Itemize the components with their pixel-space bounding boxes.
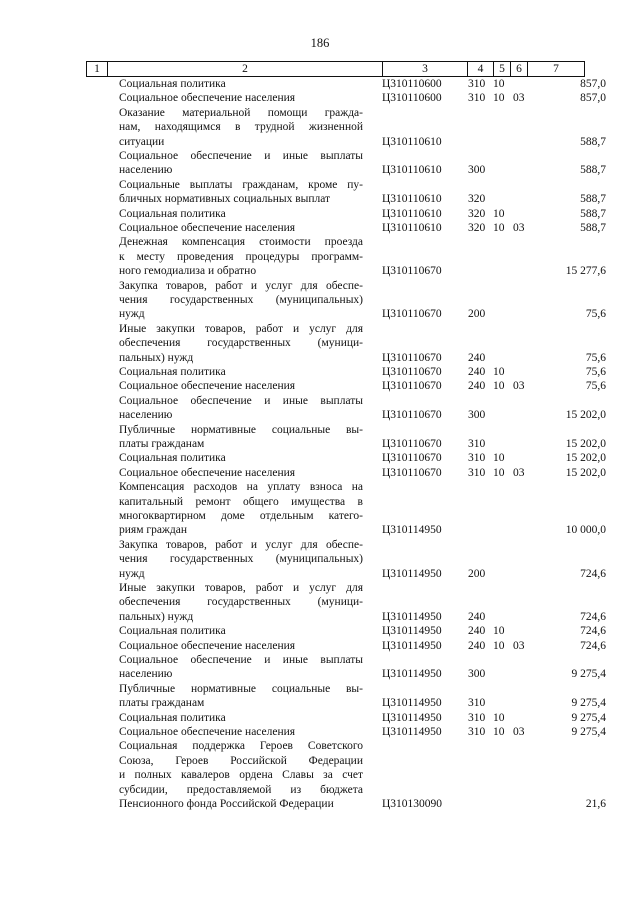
- row-code: Ц310110670: [382, 466, 442, 479]
- row-name-line: Социальное обеспечение и иные выплаты: [119, 150, 363, 162]
- row-sum: 15 277,6: [565, 265, 606, 278]
- row-sum: 9 275,4: [571, 726, 606, 738]
- row-name-line: и полных кавалеров ордена Славы за счет: [119, 769, 363, 782]
- row-rz: 10: [493, 726, 505, 738]
- table-row: [0, 480, 640, 538]
- row-sum: 21,6: [585, 797, 606, 810]
- row-name: [119, 711, 363, 725]
- row-pr: 03: [513, 639, 525, 652]
- header-col-6: 6: [510, 62, 527, 76]
- row-vr: 240: [468, 380, 486, 393]
- row-name: [119, 682, 363, 711]
- row-vr: 300: [468, 164, 486, 177]
- row-name-line: платы гражданам: [119, 437, 205, 450]
- table-header: [86, 61, 585, 77]
- header-col-4: 4: [467, 62, 493, 76]
- header-col-2: 2: [107, 62, 382, 76]
- row-name-line: Социальная политика: [119, 452, 226, 465]
- row-sum: 724,6: [580, 567, 606, 580]
- row-vr: 310: [468, 92, 486, 105]
- row-code: Ц310110670: [382, 437, 442, 450]
- row-vr: 320: [468, 222, 486, 234]
- row-sum: 724,6: [580, 625, 606, 638]
- row-vr: 310: [468, 78, 486, 90]
- row-sum: 15 202,0: [565, 409, 606, 422]
- table-row: [0, 235, 640, 278]
- row-code: Ц310110670: [382, 351, 442, 364]
- row-name: [119, 91, 363, 105]
- row-sum: 75,6: [585, 380, 606, 393]
- row-vr: 240: [468, 366, 486, 378]
- row-name-line: Закупка товаров, работ и услуг для обеспе-: [119, 538, 363, 551]
- row-name: [119, 653, 363, 682]
- row-name-line: нужд: [119, 308, 145, 321]
- row-name-line: Социальное обеспечение населения: [119, 92, 296, 105]
- row-vr: 240: [468, 610, 486, 623]
- row-pr: 03: [513, 92, 525, 105]
- table-row: [0, 207, 640, 221]
- row-code: Ц310110610: [382, 207, 442, 220]
- row-rz: 10: [493, 92, 505, 105]
- row-name-line: капитальный ремонт общего имущества в: [119, 495, 363, 508]
- row-name-line: Социальная политика: [119, 366, 226, 378]
- row-vr: 310: [468, 726, 486, 738]
- row-sum: 10 000,0: [565, 524, 606, 537]
- row-sum: 9 275,4: [571, 711, 606, 724]
- row-vr: 310: [468, 466, 486, 479]
- row-name: [119, 423, 363, 452]
- row-name-line: Социальная политика: [119, 78, 226, 90]
- row-name-line: Компенсация расходов на уплату взноса на: [119, 481, 363, 494]
- row-name-line: к месту проведения процедуры программ-: [119, 250, 363, 263]
- row-name: [119, 480, 363, 538]
- row-name-line: чения государственных (муниципальных): [119, 293, 363, 306]
- table-row: [0, 322, 640, 365]
- header-col-3: 3: [382, 62, 467, 76]
- row-code: Ц310114950: [382, 610, 442, 623]
- row-name: [119, 739, 363, 811]
- row-rz: 10: [493, 366, 505, 378]
- row-name-line: Союза, Героев Российской Федерации: [119, 754, 363, 767]
- row-vr: 310: [468, 711, 486, 724]
- row-name-line: Публичные нормативные социальные вы-: [119, 423, 363, 436]
- row-pr: 03: [513, 726, 525, 738]
- row-code: Ц310110670: [382, 380, 442, 393]
- table-row: [0, 394, 640, 423]
- row-sum: 588,7: [580, 222, 606, 234]
- row-name: [119, 725, 363, 739]
- table-row: [0, 279, 640, 322]
- row-name-line: ного гемодиализа и обратно: [119, 265, 257, 278]
- row-name: [119, 365, 363, 379]
- table-row: [0, 91, 640, 105]
- row-code: Ц310110670: [382, 409, 442, 422]
- row-name: [119, 639, 363, 653]
- row-code: Ц310114950: [382, 668, 442, 681]
- table-row: [0, 365, 640, 379]
- table-row: [0, 725, 640, 739]
- row-name-line: Социальное обеспечение и иные выплаты: [119, 654, 363, 666]
- row-name-line: населению: [119, 164, 173, 177]
- row-name: [119, 379, 363, 393]
- row-vr: 200: [468, 308, 486, 321]
- row-rz: 10: [493, 452, 505, 465]
- row-vr: 320: [468, 193, 486, 206]
- row-name: [119, 451, 363, 465]
- table-row: [0, 538, 640, 581]
- row-vr: 310: [468, 437, 486, 450]
- row-name: [119, 178, 363, 207]
- row-name-line: Пенсионного фонда Российской Федерации: [119, 797, 334, 810]
- row-name-line: Оказание материальной помощи гражда-: [119, 106, 363, 119]
- row-code: Ц310114950: [382, 711, 442, 724]
- row-sum: 724,6: [580, 610, 606, 623]
- row-name-line: Социальное обеспечение населения: [119, 466, 296, 479]
- row-vr: 310: [468, 697, 486, 710]
- row-name: [119, 149, 363, 178]
- row-code: Ц310114950: [382, 639, 442, 652]
- row-sum: 588,7: [580, 193, 606, 206]
- page-number: 186: [310, 36, 330, 50]
- row-rz: 10: [493, 639, 505, 652]
- row-name: [119, 77, 363, 91]
- row-sum: 9 275,4: [571, 697, 606, 710]
- row-code: Ц310110610: [382, 222, 442, 234]
- row-name-line: обеспечения государственных (муници-: [119, 337, 363, 350]
- table-row: [0, 581, 640, 624]
- row-name-line: риям граждан: [119, 524, 187, 537]
- header-col-5: 5: [493, 62, 510, 76]
- row-code: Ц310114950: [382, 726, 442, 738]
- row-sum: 588,7: [580, 135, 606, 148]
- row-vr: 240: [468, 625, 486, 638]
- row-rz: 10: [493, 207, 505, 220]
- row-code: Ц310110670: [382, 366, 442, 378]
- table-row: [0, 77, 640, 91]
- row-code: Ц310130090: [382, 797, 443, 810]
- row-rz: 10: [493, 222, 505, 234]
- row-name-line: населению: [119, 409, 173, 422]
- row-sum: 9 275,4: [571, 668, 606, 681]
- row-vr: 300: [468, 409, 486, 422]
- row-name: [119, 106, 363, 149]
- row-vr: 240: [468, 351, 486, 364]
- table-row: [0, 221, 640, 235]
- row-sum: 588,7: [580, 207, 606, 220]
- row-pr: 03: [513, 380, 525, 393]
- row-name-line: чения государственных (муниципальных): [119, 553, 363, 566]
- row-name-line: Социальные выплаты гражданам, кроме пу-: [119, 178, 363, 191]
- row-name-line: Социальное обеспечение населения: [119, 726, 296, 738]
- header-col-1: 1: [86, 62, 107, 76]
- row-code: Ц310110610: [382, 164, 442, 177]
- row-name-line: ситуации: [119, 135, 165, 148]
- row-rz: 10: [493, 466, 505, 479]
- table-row: [0, 106, 640, 149]
- row-code: Ц310110610: [382, 135, 442, 148]
- row-code: Ц310110600: [382, 92, 442, 105]
- row-code: Ц310110610: [382, 193, 442, 206]
- table-row: [0, 711, 640, 725]
- header-col-7: 7: [527, 62, 585, 76]
- row-name-line: Публичные нормативные социальные вы-: [119, 682, 363, 695]
- row-name-line: Социальная политика: [119, 711, 226, 724]
- row-name-line: пальных) нужд: [119, 610, 194, 623]
- row-name-line: Иные закупки товаров, работ и услуг для: [119, 582, 363, 594]
- table-row: [0, 682, 640, 711]
- row-code: Ц310110600: [382, 78, 442, 90]
- row-name-line: Социальная поддержка Героев Советского: [119, 740, 363, 753]
- row-name: [119, 322, 363, 365]
- row-name: [119, 279, 363, 322]
- row-sum: 857,0: [580, 78, 606, 90]
- row-code: Ц310114950: [382, 567, 442, 580]
- row-rz: 10: [493, 711, 505, 724]
- row-name-line: нужд: [119, 567, 145, 580]
- row-code: Ц310110670: [382, 308, 442, 321]
- table-row: [0, 178, 640, 207]
- row-sum: 15 202,0: [565, 452, 606, 465]
- row-sum: 15 202,0: [565, 466, 606, 479]
- row-sum: 724,6: [580, 639, 606, 652]
- row-rz: 10: [493, 625, 505, 638]
- row-vr: 300: [468, 668, 486, 681]
- row-name: [119, 207, 363, 221]
- row-sum: 15 202,0: [565, 437, 606, 450]
- row-pr: 03: [513, 466, 525, 479]
- row-name-line: Социальная политика: [119, 207, 226, 220]
- table-row: [0, 149, 640, 178]
- row-vr: 200: [468, 567, 486, 580]
- row-code: Ц310114950: [382, 625, 442, 638]
- row-vr: 310: [468, 452, 486, 465]
- row-name: [119, 624, 363, 638]
- row-code: Ц310114950: [382, 697, 442, 710]
- row-rz: 10: [493, 380, 505, 393]
- row-name-line: Социальное обеспечение и иные выплаты: [119, 394, 363, 407]
- table-row: [0, 379, 640, 393]
- row-code: Ц310110670: [382, 452, 442, 465]
- row-code: Ц310114950: [382, 524, 442, 537]
- row-name-line: платы гражданам: [119, 697, 205, 710]
- row-sum: 857,0: [580, 92, 606, 105]
- row-name-line: Социальное обеспечение населения: [119, 222, 296, 234]
- row-name-line: субсидии, предоставляемой из бюджета: [119, 783, 363, 796]
- table-row: [0, 639, 640, 653]
- row-name-line: обеспечения государственных (муници-: [119, 596, 363, 609]
- row-name-line: Иные закупки товаров, работ и услуг для: [119, 322, 363, 335]
- row-name-line: Денежная компенсация стоимости проезда: [119, 236, 363, 249]
- row-name-line: нам, находящимся в трудной жизненной: [119, 121, 363, 134]
- row-code: Ц310110670: [382, 265, 442, 278]
- row-name-line: бличных нормативных социальных выплат: [119, 193, 331, 206]
- row-name-line: населению: [119, 668, 173, 681]
- table-row: [0, 423, 640, 452]
- row-name: [119, 394, 363, 423]
- row-name: [119, 235, 363, 278]
- row-name-line: Социальное обеспечение населения: [119, 380, 296, 393]
- row-rz: 10: [493, 78, 505, 90]
- row-pr: 03: [513, 222, 525, 234]
- row-sum: 75,6: [585, 366, 606, 378]
- row-name-line: многоквартирном доме отдельным катего-: [119, 509, 363, 522]
- table-row: [0, 466, 640, 480]
- table-row: [0, 739, 640, 811]
- row-name: [119, 538, 363, 581]
- row-name-line: Социальная политика: [119, 625, 226, 638]
- row-name-line: Социальное обеспечение населения: [119, 639, 296, 652]
- row-vr: 240: [468, 639, 486, 652]
- row-name: [119, 466, 363, 480]
- row-name: [119, 581, 363, 624]
- row-name-line: пальных) нужд: [119, 351, 194, 364]
- row-name: [119, 221, 363, 235]
- row-vr: 320: [468, 207, 486, 220]
- row-name-line: Закупка товаров, работ и услуг для обеспе-: [119, 279, 363, 292]
- row-sum: 588,7: [580, 164, 606, 177]
- row-sum: 75,6: [585, 351, 606, 364]
- table-row: [0, 451, 640, 465]
- row-sum: 75,6: [585, 308, 606, 321]
- table-row: [0, 624, 640, 638]
- table-row: [0, 653, 640, 682]
